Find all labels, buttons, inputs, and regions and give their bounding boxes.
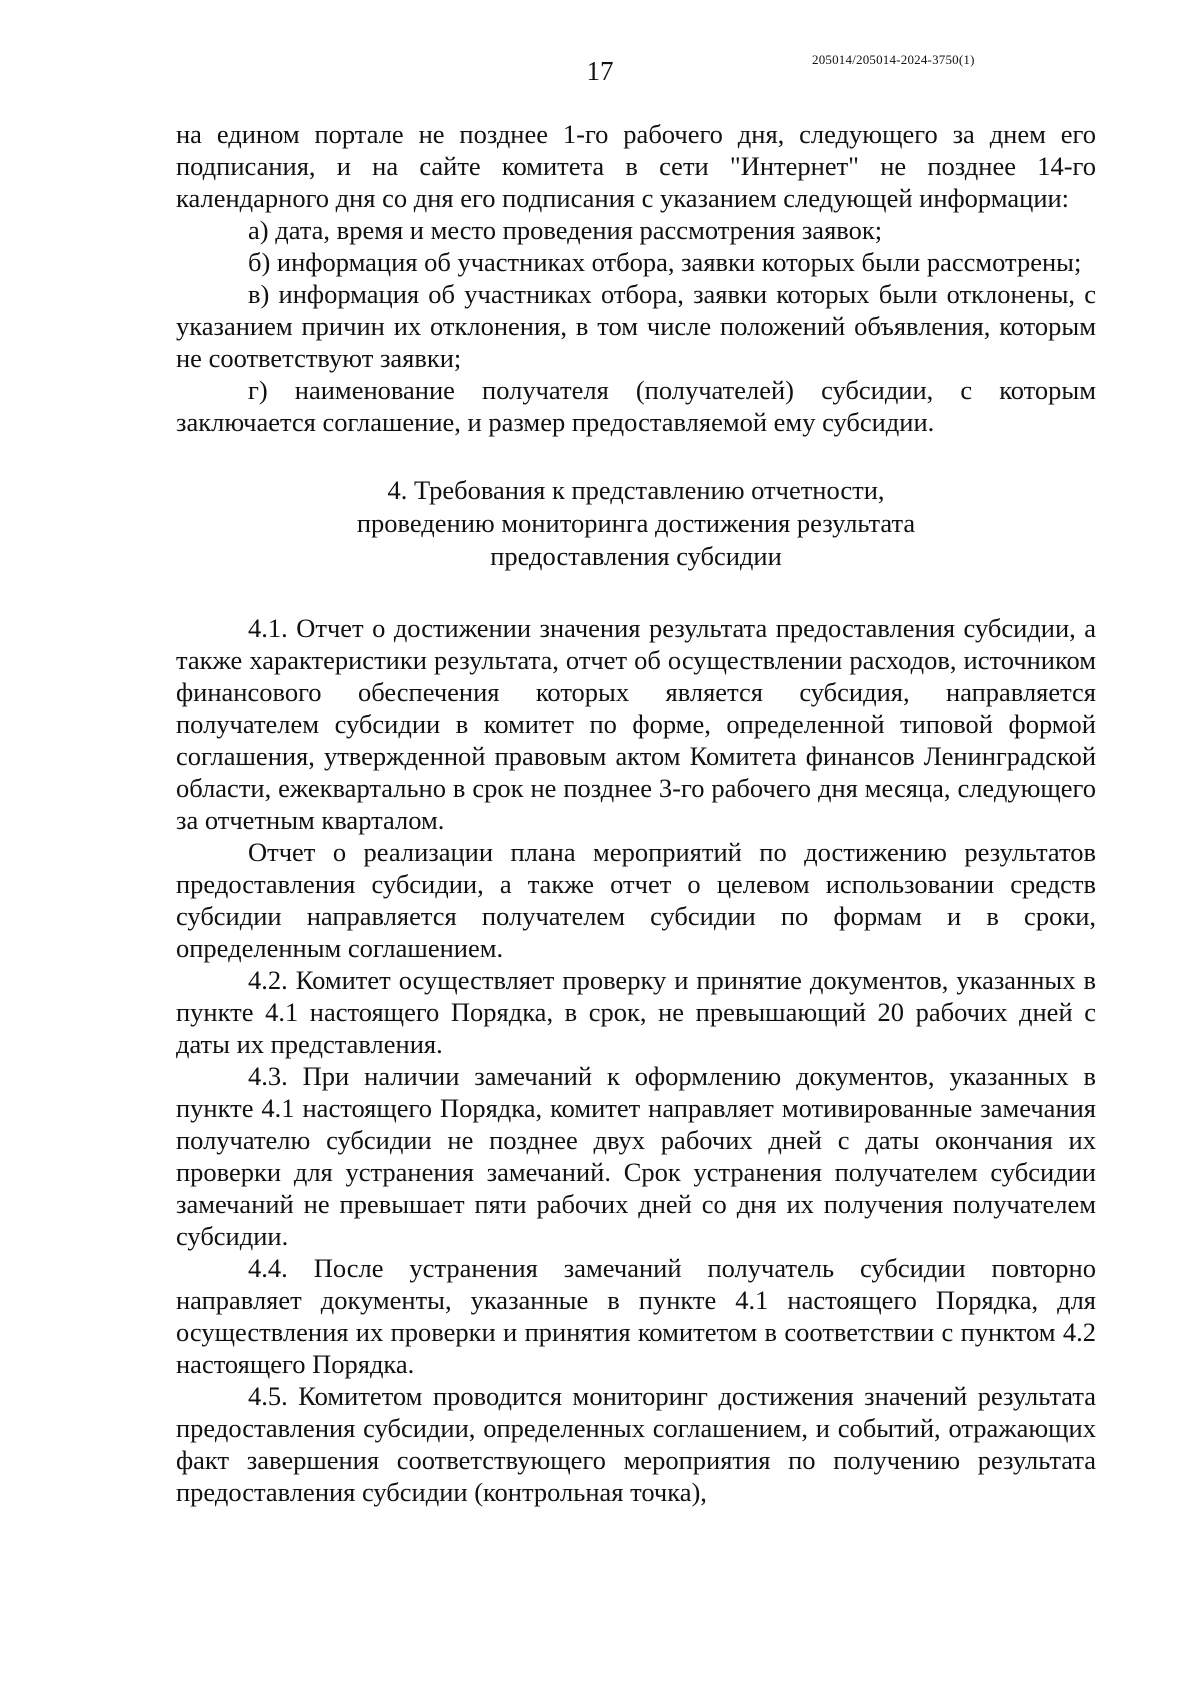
document-body <box>176 118 1096 1508</box>
list-item-g: г) наименование получателя (получателей) субсидии, с которым заключается соглашение, и размер предоставляемой ему субсидии. <box>176 375 1096 437</box>
list-item-b: б) информация об участниках отбора, заявки которых были рассмотрены; <box>248 247 1082 277</box>
page-number: 17 <box>586 56 614 86</box>
list-item-a: а) дата, время и место проведения рассмотрения заявок; <box>248 215 883 245</box>
document-code: 205014/205014-2024-3750(1) <box>812 52 975 67</box>
clause-4-1: 4.1. Отчет о достижении значения результата предоставления субсидии, а также характеристики результата, отчет об осуществлении расходов, источником финансового обеспечения которых является субсидия, направляется получателем субсидии в комитет по форме, определенной типовой формой соглашения, утвержденной правовым актом Комитета финансов Ленинградской области, ежеквартально в срок не позднее 3-го рабочего дня месяца, следующего за отчетным кварталом. <box>176 613 1096 835</box>
clause-4-1-continued: Отчет о реализации плана мероприятий по достижению результатов предоставления субсидии, а также отчет о целевом использовании средств субсидии направляется получателем субсидии по формам и в сроки, определенным соглашением. <box>176 837 1096 963</box>
section-heading <box>176 474 1096 573</box>
clause-4-3: 4.3. При наличии замечаний к оформлению документов, указанных в пункте 4.1 настоящего Порядка, комитет направляет мотивированные замечания получателю субсидии не позднее двух рабочих дней с даты окончания их проверки для устранения замечаний. Срок устранения получателем субсидии замечаний не превышает пяти рабочих дней со дня их получения получателем субсидии. <box>176 1061 1096 1251</box>
clause-4-2: 4.2. Комитет осуществляет проверку и принятие документов, указанных в пункте 4.1 настоящего Порядка, в срок, не превышающий 20 рабочих дней с даты их представления. <box>176 965 1096 1059</box>
section-heading-line: 4. Требования к представлению отчетности, <box>387 475 885 505</box>
section-heading-line: предоставления субсидии <box>490 541 782 571</box>
clause-4-4: 4.4. После устранения замечаний получатель субсидии повторно направляет документы, указанные в пункте 4.1 настоящего Порядка, для осуществления их проверки и принятия комитетом в соответствии с пунктом 4.2 настоящего Порядка. <box>176 1253 1096 1379</box>
list-item-v: в) информация об участниках отбора, заявки которых были отклонены, с указанием причин их отклонения, в том числе положений объявления, которым не соответствуют заявки; <box>176 279 1096 373</box>
clause-4-5: 4.5. Комитетом проводится мониторинг достижения значений результата предоставления субсидии, определенных соглашением, и событий, отражающих факт завершения соответствующего мероприятия по получению результата предоставления субсидии (контрольная точка), <box>176 1381 1096 1507</box>
intro-paragraph: на едином портале не позднее 1-го рабочего дня, следующего за днем его подписания, и на сайте комитета в сети "Интернет" не позднее 14-го календарного дня со дня его подписания с указанием следующей информации: <box>176 119 1096 213</box>
section-heading-line: проведению мониторинга достижения результата <box>356 508 916 538</box>
